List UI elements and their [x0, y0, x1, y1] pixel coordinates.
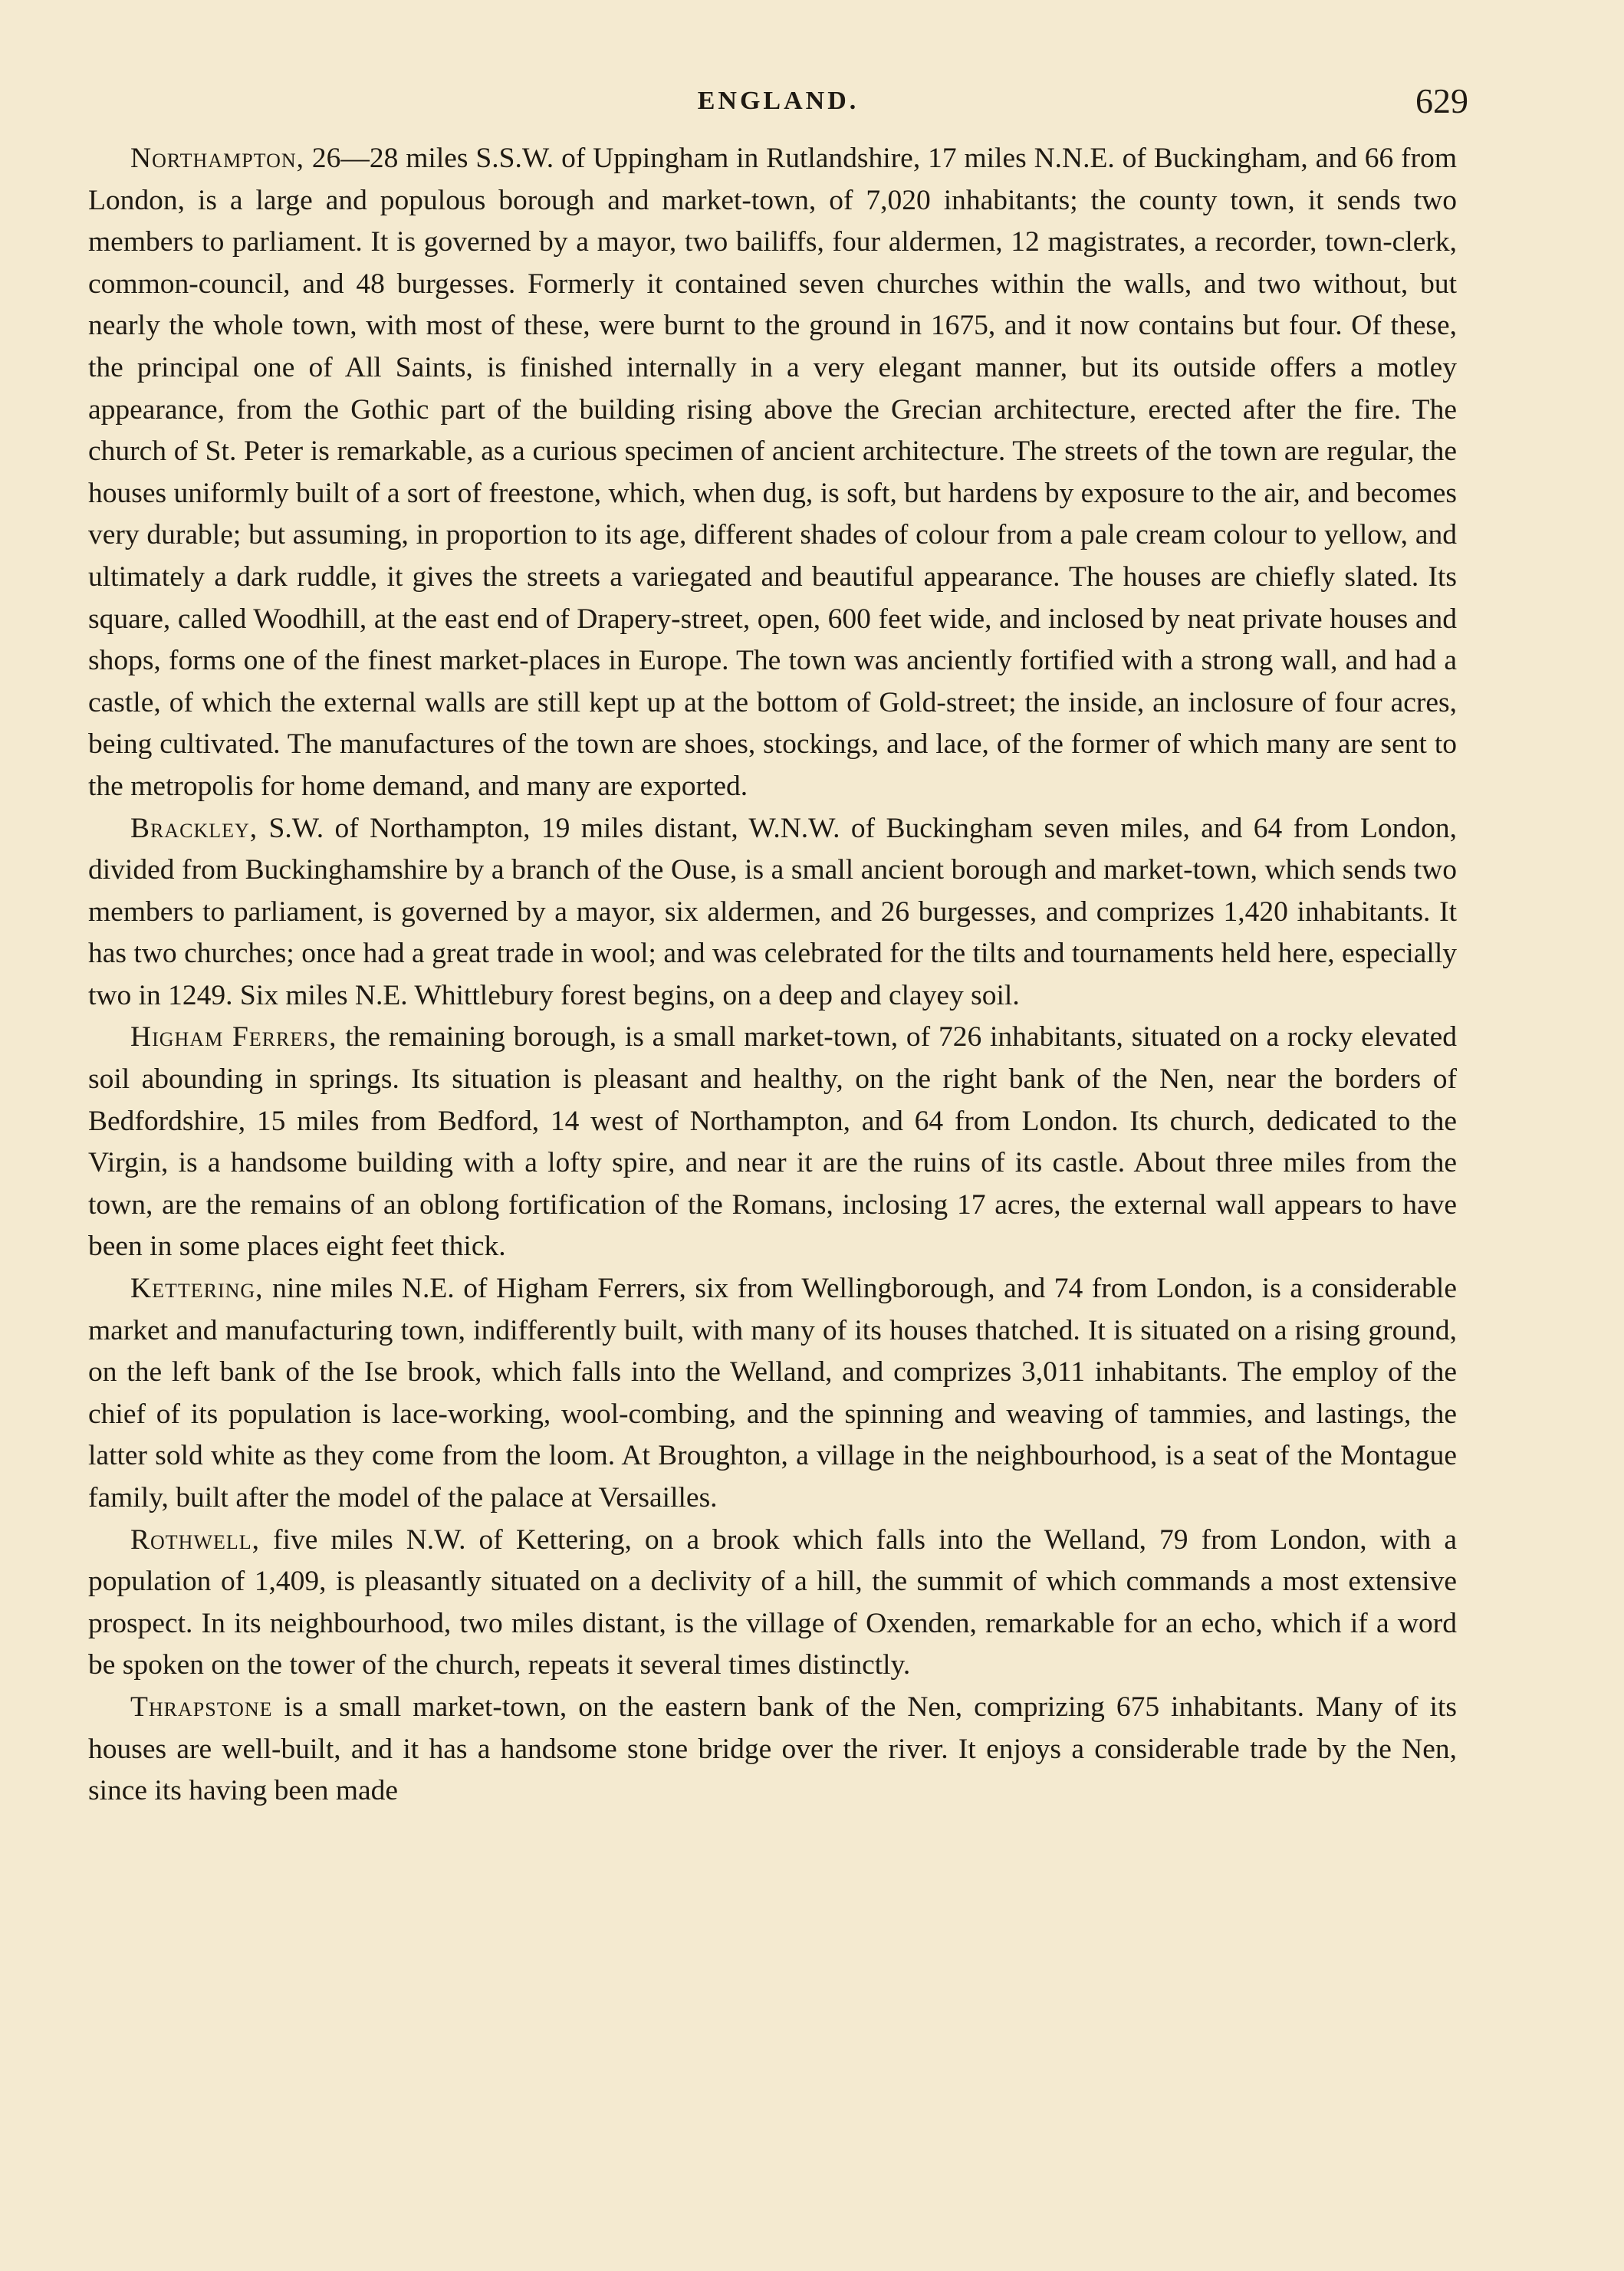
paragraph-text: five miles N.W. of Kettering, on a brook which falls into the Welland, 79 from London, with a population of 1,409, is pleasantly situated on a declivity of a hill, the summit of which commands a most extensive prospect. In its neighbourhood, two miles distant, is the village of Oxenden, remarkable for an echo, which if a word be spoken on the tower of the church, repeats it several times distinctly.: [88, 1523, 1457, 1681]
paragraph-brackley: [88, 808, 1457, 1017]
page-header: [88, 81, 1468, 127]
paragraph-rothwell: [88, 1520, 1457, 1687]
place-name: Higham Ferrers,: [130, 1021, 337, 1053]
paragraph-thrapstone: [88, 1687, 1457, 1813]
paragraph-higham-ferrers: [88, 1017, 1457, 1268]
paragraph-text: is a small market-town, on the eastern bank of the Nen, comprizing 675 inhabitants. Many of its houses are well-built, and it has a handsome stone bridge over the river. It enjoys a considerable trade by the Nen, since its having been made: [88, 1691, 1457, 1807]
paragraph-northampton: [88, 138, 1457, 808]
paragraph-text: 26—28 miles S.S.W. of Uppingham in Rutlandshire, 17 miles N.N.E. of Buckingham, and 66 from London, is a large and populous borough and market-town, of 7,020 inhabitants; the county town, it sends two members to parliament. It is governed by a mayor, two bailiffs, four aldermen, 12 magistrates, a recorder, town-clerk, common-council, and 48 burgesses. Formerly it contained seven churches within the walls, and two without, but nearly the whole town, with most of these, were burnt to the ground in 1675, and it now contains but four. Of these, the principal one of All Saints, is finished internally in a very elegant manner, but its outside offers a motley appearance, from the Gothic part of the building rising above the Grecian architecture, erected after the fire. The church of St. Peter is remarkable, as a curious specimen of ancient architecture. The streets of the town are regular, the houses uniformly built of a sort of freestone, which, when dug, is soft, but hardens by exposure to the air, and becomes very durable; but assuming, in proportion to its age, different shades of colour from a pale cream colour to yellow, and ultimately a dark ruddle, it gives the streets a variegated and beautiful appearance. The houses are chiefly slated. Its square, called Woodhill, at the east end of Drapery-street, open, 600 feet wide, and inclosed by neat private houses and shops, forms one of the finest market-places in Europe. The town was anciently fortified with a strong wall, and had a castle, of which the external walls are still kept up at the bottom of Gold-street; the inside, an inclosure of four acres, being cultivated. The manufactures of the town are shoes, stockings, and lace, of the former of which many are sent to the metropolis for home demand, and many are exported.: [88, 143, 1457, 802]
body-text: [88, 138, 1457, 1813]
place-name: Kettering,: [130, 1273, 264, 1305]
paragraph-kettering: [88, 1268, 1457, 1520]
paragraph-text: nine miles N.E. of Higham Ferrers, six from Wellingborough, and 74 from London, is a considerable market and manufacturing town, indifferently built, with many of its houses thatched. It is situated on a rising ground, on the left bank of the Ise brook, which falls into the Welland, and comprizes 3,011 inhabitants. The employ of the chief of its population is lace-working, wool-combing, and the spinning and weaving of tammies, and lastings, the latter sold white as they come from the loom. At Broughton, a village in the neighbourhood, is a seat of the Montague family, built after the model of the palace at Versailles.: [88, 1273, 1457, 1513]
paragraph-text: S.W. of Northampton, 19 miles distant, W.N.W. of Buckingham seven miles, and 64 from London, divided from Buckinghamshire by a branch of the Ouse, is a small ancient borough and market-town, which sends two members to parliament, is governed by a mayor, six aldermen, and 26 burgesses, and comprizes 1,420 inhabitants. It has two churches; once had a great trade in wool; and was celebrated for the tilts and tournaments held here, especially two in 1249. Six miles N.E. Whittlebury forest begins, on a deep and clayey soil.: [88, 812, 1457, 1011]
place-name: Rothwell,: [130, 1523, 261, 1556]
paragraph-text: the remaining borough, is a small market-town, of 726 inhabitants, situated on a rocky elevated soil abounding in springs. Its situation is pleasant and healthy, on the right bank of the Nen, near the borders of Bedfordshire, 15 miles from Bedford, 14 west of Northampton, and 64 from London. Its church, dedicated to the Virgin, is a handsome building with a lofty spire, and near it are the ruins of its castle. About three miles from the town, are the remains of an oblong fortification of the Romans, inclosing 17 acres, the external wall appears to have been in some places eight feet thick.: [88, 1021, 1457, 1263]
place-name: Thrapstone: [130, 1691, 273, 1723]
page-number: 629: [1415, 81, 1468, 120]
place-name: Brackley,: [130, 812, 258, 844]
place-name: Northampton,: [130, 143, 304, 174]
running-head: ENGLAND.: [697, 87, 860, 115]
